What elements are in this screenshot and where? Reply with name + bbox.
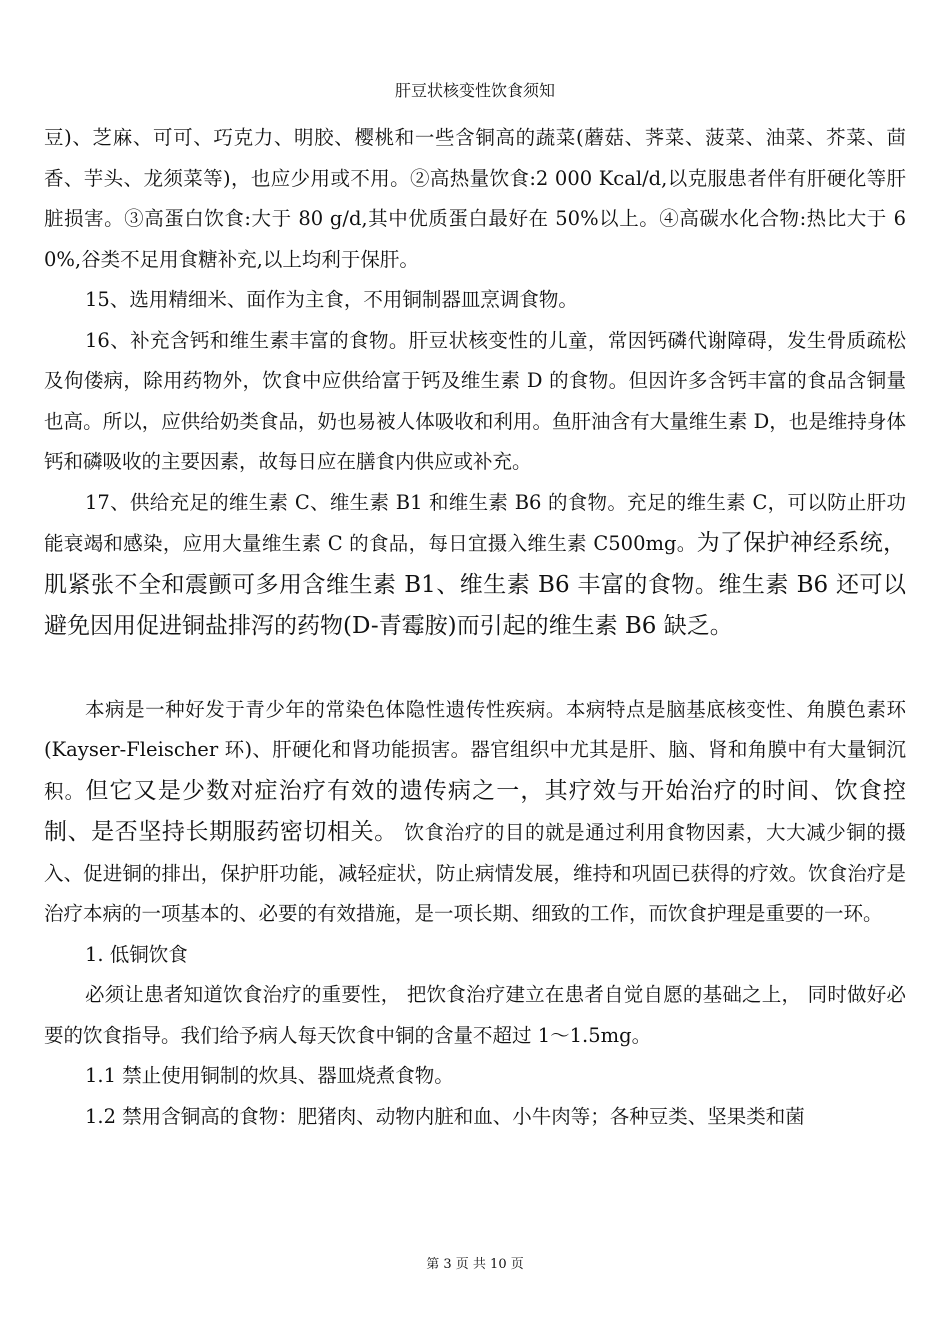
document-body	[44, 118, 906, 1137]
item-17-text: 17、供给充足的维生素 C、维生素 B1 和维生素 B6 的食物。充足的维生素 C，可以防止肝功能衰竭和感染，应用大量维生素 C 的食品，每日宜摄入维生素 C500mg。	[44, 490, 906, 555]
page-header-title: 肝豆状核变性饮食须知	[394, 81, 555, 100]
paragraph-item-1-1: 1.1 禁止使用铜制的炊具、器皿烧煮食物。	[85, 1064, 454, 1087]
section-heading-low-copper: 1. 低铜饮食	[85, 942, 188, 966]
item-17-text-large: 为了保护神经系统，肌紧张不全和震颤可多用含维生素 B1、维生素 B6 丰富的食物。维生素 B6 还可以避免因用促进铜盐排泻的药物(D-青霉胺)而引起的维生素 B6 缺乏。	[44, 530, 906, 639]
page-footer-number: 第 3 页 共 10 页	[426, 1257, 524, 1272]
paragraph-item-17	[44, 483, 906, 648]
paragraph-diet-items: 豆)、芝麻、可可、巧克力、明胶、樱桃和一些含铜高的蔬菜(蘑菇、荠菜、菠菜、油菜、芥菜、茴香、芋头、龙须菜等)，也应少用或不用。②高热量饮食:2 000 Kcal/d,以克服患者伴有肝硬化等肝脏损害。③高蛋白饮食:大于 80 g/d,其中优质蛋白最好在 50%以上。④高碳水化合物:热比大于 60%,谷类不足用食糖补充,以上均利于保肝。	[44, 126, 906, 271]
paragraph-item-1-2: 1.2 禁用含铜高的食物：肥猪肉、动物内脏和血、小牛肉等；各种豆类、坚果类和菌	[85, 1104, 805, 1128]
paragraph-item-15: 15、选用精细米、面作为主食，不用铜制器皿烹调食物。	[85, 288, 578, 311]
paragraph-gap	[44, 648, 906, 690]
intro-text-end: 饮食治疗的目的就是通过利用食物因素，大大减少铜的摄入、促进铜的排出，保护肝功能，减轻症状，防止病情发展，维持和巩固已获得的疗效。饮食治疗是治疗本病的一项基本的、必要的有效措施，是一项长期、细致的工作，而饮食护理是重要的一环。	[44, 821, 906, 925]
paragraph-item-16: 16、补充含钙和维生素丰富的食物。肝豆状核变性的儿童，常因钙磷代谢障碍，发生骨质疏松及佝偻病，除用药物外，饮食中应供给富于钙及维生素 D 的食物。但因许多含钙丰富的食品含铜量也高。所以，应供给奶类食品，奶也易被人体吸收和利用。鱼肝油含有大量维生素 D，也是维持身体钙和磷吸收的主要因素，故每日应在膳食内供应或补充。	[44, 328, 906, 473]
paragraph-diet-guidance: 必须让患者知道饮食治疗的重要性， 把饮食治疗建立在患者自觉自愿的基础之上， 同时做好必要的饮食指导。我们给予病人每天饮食中铜的含量不超过 1～1.5mg。	[44, 983, 906, 1047]
intro-text-large: 但它又是少数对症治疗有效的遗传病之一，其疗效与开始治疗的时间、饮食控制、是否坚持长期服药密切相关。	[44, 777, 906, 845]
paragraph-disease-intro	[44, 690, 906, 935]
intro-text: 本病是一种好发于青少年的常染色体隐性遗传性疾病。本病特点是脑基底核变性、角膜色素环(Kayser-Fleischer 环)、肝硬化和肾功能损害。器官组织中尤其是肝、脑、肾和角膜中有大量铜沉积。	[44, 697, 906, 803]
